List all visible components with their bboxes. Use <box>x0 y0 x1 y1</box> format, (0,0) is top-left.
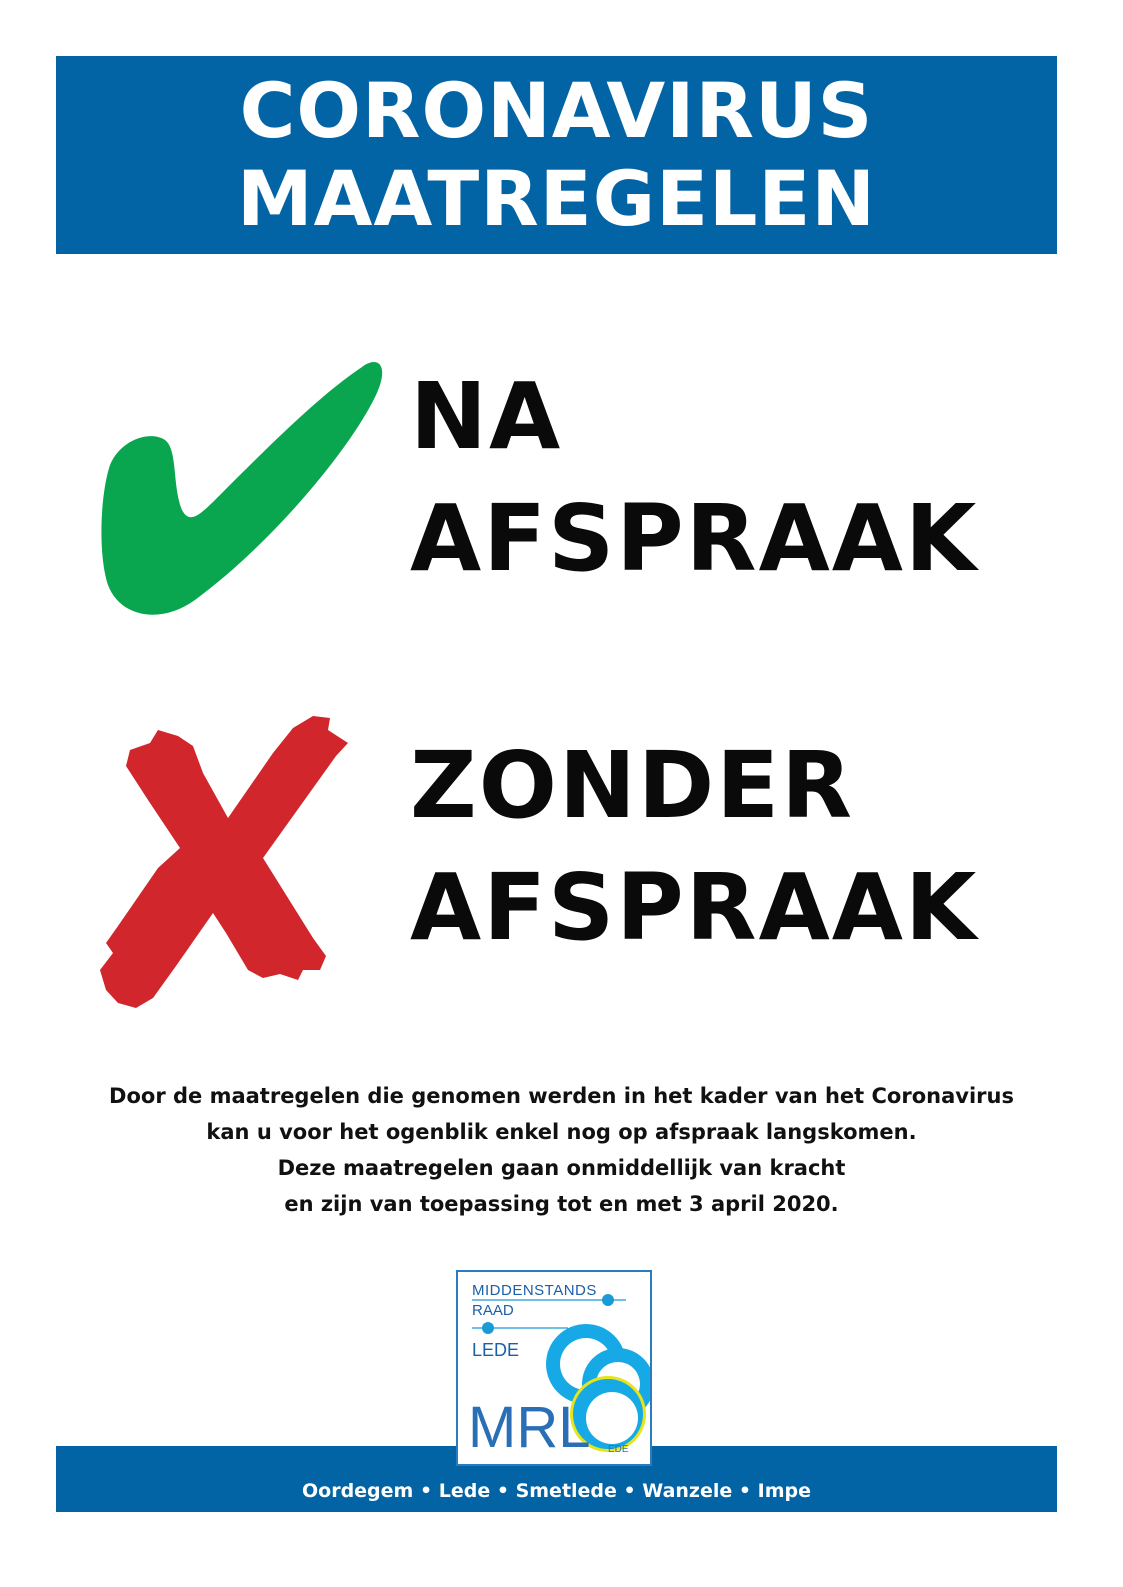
allowed-line-2: AFSPRAAK <box>410 485 979 592</box>
logo-line-1: MIDDENSTANDS <box>472 1282 597 1299</box>
green-check-icon <box>100 355 390 617</box>
not-allowed-text <box>410 725 978 969</box>
mrl-logo <box>456 1270 652 1466</box>
footer-villages: Oordegem • Lede • Smetlede • Wanzele • Impe <box>302 1480 811 1502</box>
allowed-line-1: NA <box>410 363 563 470</box>
logo-line-2: RAAD <box>472 1302 514 1319</box>
logo-line-3: LEDE <box>472 1340 520 1360</box>
title-banner <box>56 56 1057 254</box>
notice-line: Deze maatregelen gaan onmiddellijk van kracht <box>277 1156 846 1180</box>
logo-suffix: EDE <box>608 1444 629 1455</box>
notice-line: kan u voor het ogenblik enkel nog op afspraak langskomen. <box>206 1120 917 1144</box>
not-allowed-line-2: AFSPRAAK <box>410 854 979 961</box>
title-line-2: MAATREGELEN <box>237 154 876 243</box>
not-allowed-line-1: ZONDER <box>410 732 854 839</box>
title-line-1: CORONAVIRUS <box>239 66 874 155</box>
logo-acronym: MRL <box>468 1395 591 1460</box>
notice-line: en zijn van toepassing tot en met 3 april 2020. <box>284 1192 839 1216</box>
notice-paragraph <box>40 1078 1083 1222</box>
notice-line: Door de maatregelen die genomen werden in het kader van het Coronavirus <box>109 1084 1014 1108</box>
red-cross-icon <box>98 708 353 1008</box>
allowed-text <box>410 356 978 600</box>
